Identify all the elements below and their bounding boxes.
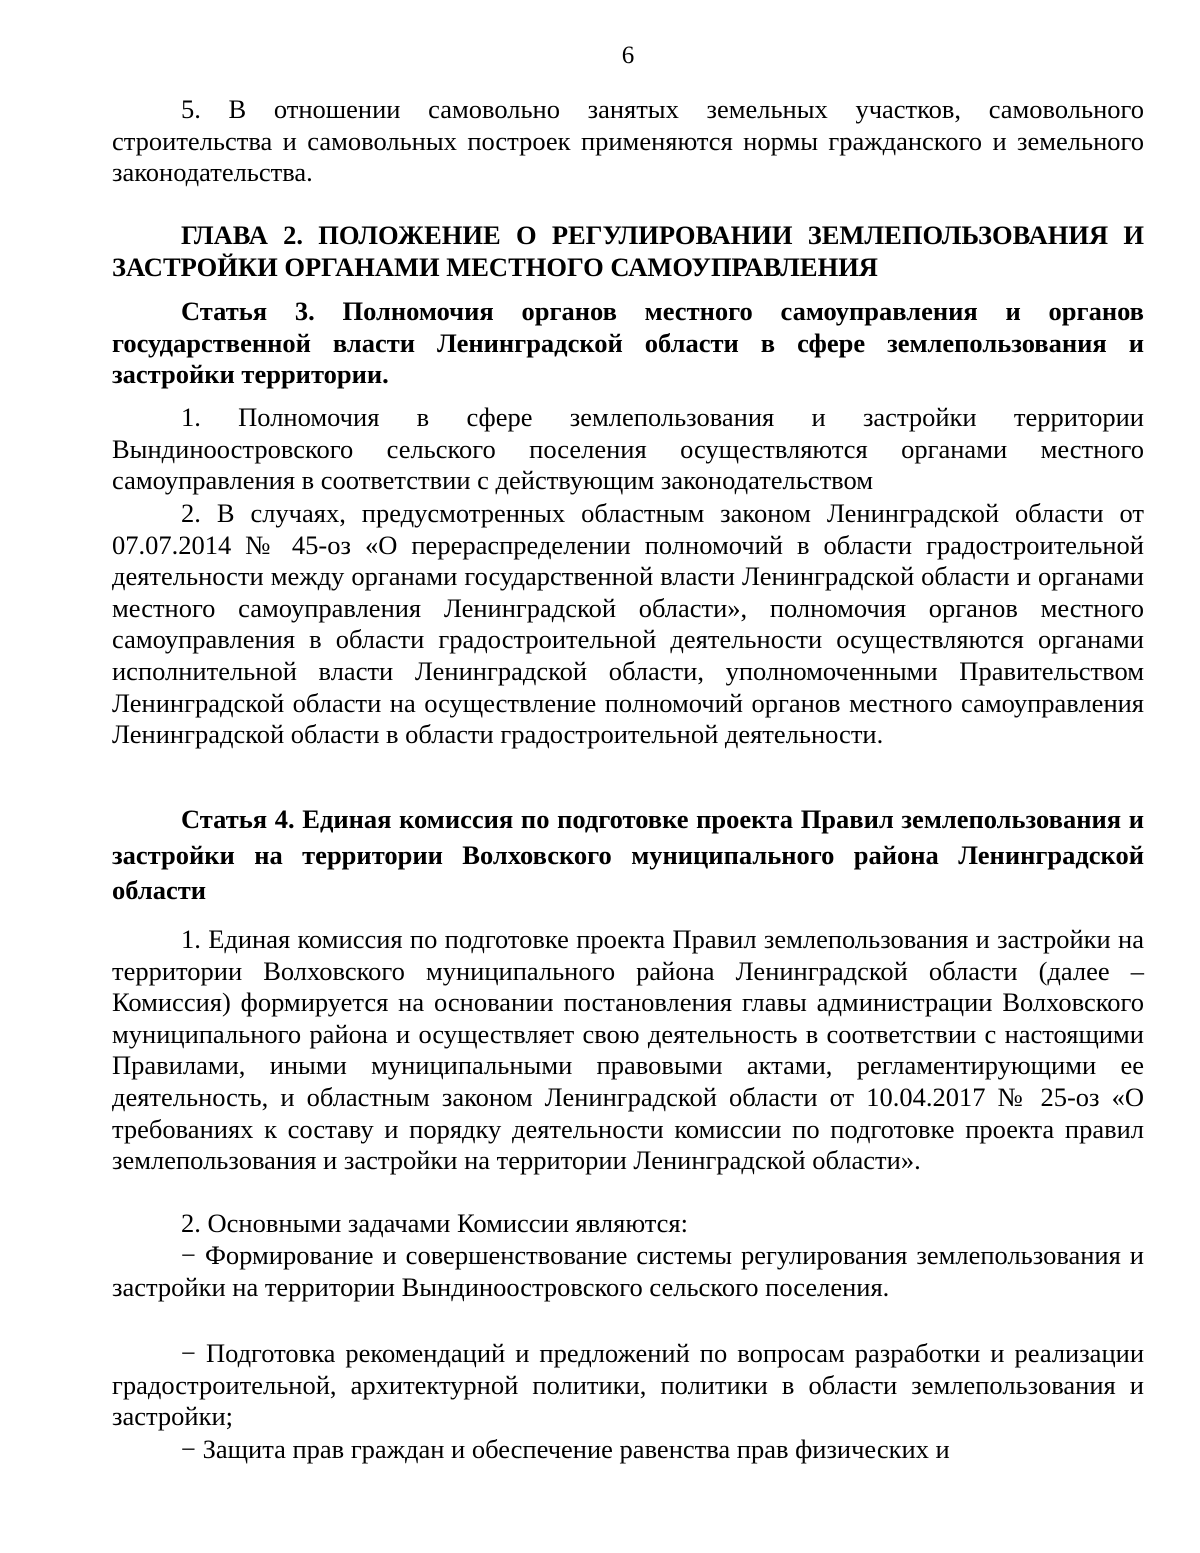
article-4-paragraph-2: 2. Основными задачами Комиссии являются: bbox=[181, 1208, 688, 1238]
article-4-list-item-2: − Подготовка рекомендаций и предложений по вопросам разработки и реализации градостроительной, архитектурной политики, политики в области землепользования и застройки; bbox=[112, 1338, 1144, 1432]
article-3-heading: Статья 3. Полномочия органов местного самоуправления и органов государственной власти Ленинградской области в сфере землепользования и застройки территории. bbox=[112, 296, 1144, 390]
article-3-paragraph-2: 2. В случаях, предусмотренных областным законом Ленинградской области от 07.07.2014 № 45-оз «О перераспределении полномочий в области градостроительной деятельности между органами государственной власти Ленинградской области и органами местного самоуправления Ленинградской области», полномочия органов местного самоуправления в области градостроительной деятельности осуществляются органами исполнительной власти Ленинградской области, уполномоченными Правительством Ленинградской области на осуществление полномочий органов местного самоуправления Ленинградской области в области градостроительной деятельности. bbox=[112, 498, 1144, 750]
article-3-paragraph-1: 1. Полномочия в сфере землепользования и застройки территории Вындиноостровского сельского поселения осуществляются органами местного самоуправления в соответствии с действующим законодательством bbox=[112, 402, 1144, 496]
article-4-list-item-3: − Защита прав граждан и обеспечение равенства прав физических и bbox=[181, 1434, 950, 1464]
page-number: 6 bbox=[621, 42, 635, 69]
article-4-list-item-1: − Формирование и совершенствование системы регулирования землепользования и застройки на территории Вындиноостровского сельского поселения. bbox=[112, 1240, 1144, 1302]
article-4-paragraph-1: 1. Единая комиссия по подготовке проекта Правил землепользования и застройки на территории Волховского муниципального района Ленинградской области (далее – Комиссия) формируется на основании постановления главы администрации Волховского муниципального района и осуществляет свою деятельность в соответствии с настоящими Правилами, иными муниципальными правовыми актами, регламентирующими ее деятельность, и областным законом Ленинградской области от 10.04.2017 № 25-оз «О требованиях к составу и порядку деятельности комиссии по подготовке проекта правил землепользования и застройки на территории Ленинградской области». bbox=[112, 924, 1144, 1176]
article-4-heading: Статья 4. Единая комиссия по подготовке проекта Правил землепользования и застройки на территории Волховского муниципального района Ленинградской области bbox=[112, 804, 1144, 905]
paragraph-self-built-land: 5. В отношении самовольно занятых земельных участков, самовольного строительства и самовольных построек применяются нормы гражданского и земельного законодательства. bbox=[112, 94, 1144, 188]
chapter-2-heading: ГЛАВА 2. ПОЛОЖЕНИЕ О РЕГУЛИРОВАНИИ ЗЕМЛЕПОЛЬЗОВАНИЯ И ЗАСТРОЙКИ ОРГАНАМИ МЕСТНОГО САМОУПРАВЛЕНИЯ bbox=[112, 220, 1144, 282]
